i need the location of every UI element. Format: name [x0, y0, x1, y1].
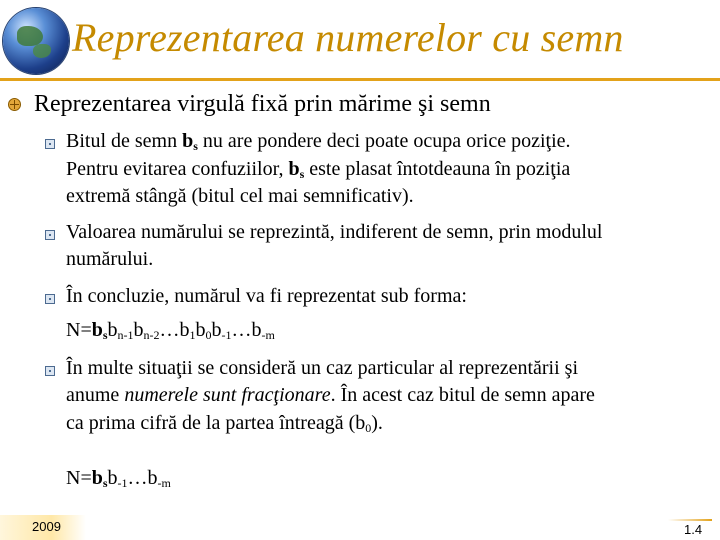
- bit-index: -1: [221, 328, 232, 342]
- bit: …b: [127, 467, 158, 489]
- section-heading: Reprezentarea virgulă fixă prin mărime şi semn: [34, 91, 491, 117]
- bit: …b: [159, 319, 190, 341]
- bullet-2-line-2: numărului.: [66, 248, 154, 270]
- text-span: ca prima cifră de la partea întreagă (b: [66, 412, 366, 434]
- bullet-1-line-1: [66, 130, 571, 153]
- bit-index: n-2: [143, 328, 160, 342]
- footer-divider: [668, 519, 712, 521]
- heading-bullet-icon: [8, 98, 21, 111]
- text-span: Bitul de semn: [66, 130, 183, 152]
- bs-subscript: s: [299, 167, 305, 181]
- text-span: nu are pondere deci poate ocupa orice poziţie.: [197, 130, 571, 152]
- bit: b: [133, 319, 144, 341]
- slide-title: Reprezentarea numerelor cu semn: [72, 15, 624, 60]
- bs-symbol: b: [91, 319, 103, 341]
- text-span: este plasat întotdeauna în poziţia: [304, 158, 571, 180]
- footer-date: 2009: [32, 519, 61, 534]
- bullet-1-line-3: extremă stângă (bitul cel mai semnificativ).: [66, 185, 414, 207]
- formula-prefix: N=: [66, 467, 92, 489]
- emphasis-text: numerele sunt fracţionare: [124, 384, 331, 406]
- bit: b: [195, 319, 206, 341]
- bit-index: 0: [205, 328, 212, 342]
- bullet-4-line-3: [66, 412, 383, 435]
- bullet-icon: [45, 230, 55, 240]
- text-span: ).: [371, 412, 383, 434]
- bullet-4-line-1: În multe situaţii se consideră un caz particular al reprezentării şi: [66, 357, 579, 379]
- bs-subscript: s: [102, 476, 108, 490]
- bit-index: 0: [365, 421, 372, 435]
- bit: …b: [231, 319, 262, 341]
- bs-symbol: b: [91, 467, 103, 489]
- bullet-icon: [45, 294, 55, 304]
- bit-index: -m: [157, 476, 171, 490]
- bullet-3-line-1: În concluzie, numărul va fi reprezentat sub forma:: [66, 285, 467, 307]
- bullet-2-line-1: Valoarea numărului se reprezintă, indiferent de semn, prin modulul: [66, 221, 603, 243]
- formula-fractional: [66, 467, 171, 490]
- bullet-icon: [45, 139, 55, 149]
- bs-symbol: b: [182, 130, 194, 152]
- text-span: . În acest caz bitul de semn apare: [330, 384, 595, 406]
- bit-index: -m: [261, 328, 275, 342]
- bs-subscript: s: [193, 139, 198, 153]
- text-span: anume: [66, 384, 125, 406]
- page-number: 1.4: [684, 522, 703, 537]
- bullet-4-line-2: [66, 384, 595, 407]
- bit: b: [211, 319, 222, 341]
- bit-index: 1: [189, 328, 196, 342]
- globe-logo-icon: [3, 8, 69, 74]
- bit: b: [107, 467, 118, 489]
- text-span: Pentru evitarea confuziilor,: [66, 158, 289, 180]
- bit: b: [107, 319, 118, 341]
- bs-subscript: s: [102, 328, 108, 342]
- bit-index: n-1: [117, 328, 134, 342]
- bullet-icon: [45, 366, 55, 376]
- formula-prefix: N=: [66, 319, 92, 341]
- bullet-1-line-2: [66, 158, 570, 181]
- bs-symbol: b: [288, 158, 300, 180]
- formula-general: [66, 319, 275, 342]
- title-divider: [0, 78, 720, 81]
- bit-index: -1: [117, 476, 128, 490]
